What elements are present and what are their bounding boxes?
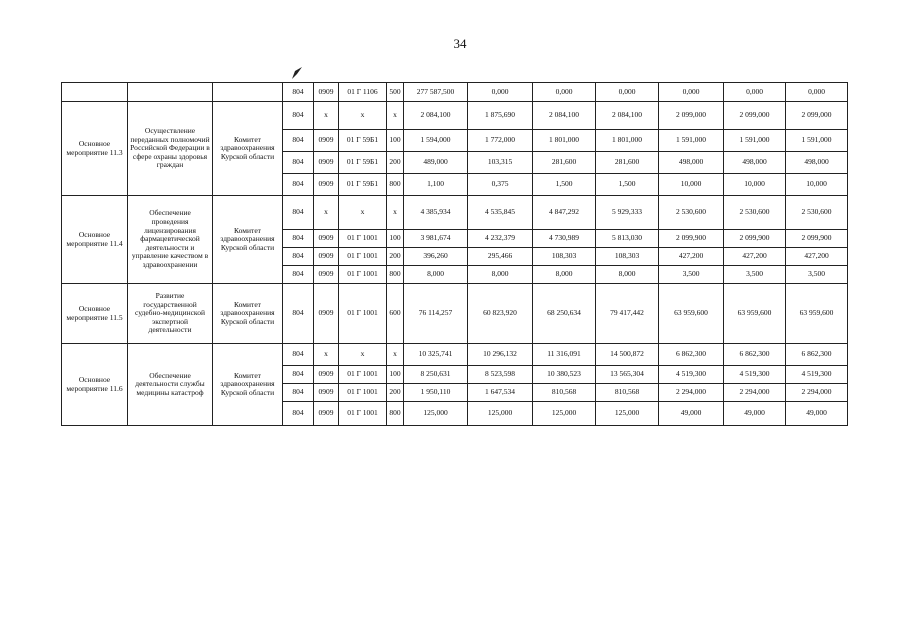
value-2019-cell: 1 591,000: [724, 130, 786, 152]
target-article-cell: 01 Г 1001: [339, 402, 387, 426]
value-2015-cell: 8,000: [468, 266, 533, 284]
value-2020-cell: 0,000: [786, 83, 848, 102]
executor-cell: Комитет здравоохранения Курской области: [213, 102, 283, 196]
expense-type-cell: 800: [387, 174, 404, 196]
description-cell: Развитие государственной судебно-медицинской экспертной деятельности: [128, 284, 213, 344]
expense-type-cell: 100: [387, 366, 404, 384]
expense-type-cell: 100: [387, 230, 404, 248]
value-2020-cell: 4 519,300: [786, 366, 848, 384]
grbs-code-cell: 804: [283, 196, 314, 230]
value-2018-cell: 1 591,000: [659, 130, 724, 152]
expense-type-cell: 500: [387, 83, 404, 102]
value-2019-cell: 498,000: [724, 152, 786, 174]
value-2019-cell: 2 099,900: [724, 230, 786, 248]
value-2014-cell: 3 981,674: [404, 230, 468, 248]
table-row: [62, 102, 902, 130]
value-2019-cell: 2 294,000: [724, 384, 786, 402]
value-2014-cell: 2 084,100: [404, 102, 468, 130]
value-2018-cell: 6 862,300: [659, 344, 724, 366]
value-2019-cell: 10,000: [724, 174, 786, 196]
measure-cell: [62, 83, 128, 102]
value-2014-cell: 8,000: [404, 266, 468, 284]
value-2016-cell: 0,000: [533, 83, 596, 102]
grbs-code-cell: 804: [283, 102, 314, 130]
value-2016-cell: 68 250,634: [533, 284, 596, 344]
budget-table: [61, 82, 902, 426]
value-2020-cell: 2 530,600: [786, 196, 848, 230]
section-code-cell: 0909: [314, 266, 339, 284]
value-2020-cell: 63 959,600: [786, 284, 848, 344]
value-2017-cell: 281,600: [596, 152, 659, 174]
value-2020-cell: 498,000: [786, 152, 848, 174]
value-2016-cell: 108,303: [533, 248, 596, 266]
value-2017-cell: 1 801,000: [596, 130, 659, 152]
value-2019-cell: 3,500: [724, 266, 786, 284]
target-article-cell: 01 Г 1001: [339, 366, 387, 384]
target-article-cell: х: [339, 344, 387, 366]
section-code-cell: 0909: [314, 83, 339, 102]
value-2020-cell: 10,000: [786, 174, 848, 196]
target-article-cell: х: [339, 196, 387, 230]
measure-cell: Основное мероприятие 11.3: [62, 102, 128, 196]
value-2017-cell: 5 813,030: [596, 230, 659, 248]
pen-mark-icon: [291, 66, 303, 80]
value-2016-cell: 281,600: [533, 152, 596, 174]
value-2014-cell: 489,000: [404, 152, 468, 174]
grbs-code-cell: 804: [283, 284, 314, 344]
value-2014-cell: 76 114,257: [404, 284, 468, 344]
executor-cell: Комитет здравоохранения Курской области: [213, 196, 283, 284]
grbs-code-cell: 804: [283, 266, 314, 284]
section-code-cell: х: [314, 344, 339, 366]
value-2020-cell: 2 099,900: [786, 230, 848, 248]
section-code-cell: х: [314, 196, 339, 230]
value-2014-cell: 1 594,000: [404, 130, 468, 152]
value-2015-cell: 103,315: [468, 152, 533, 174]
value-2019-cell: 63 959,600: [724, 284, 786, 344]
value-2014-cell: 277 587,500: [404, 83, 468, 102]
value-2017-cell: 810,568: [596, 384, 659, 402]
section-code-cell: 0909: [314, 174, 339, 196]
value-2016-cell: 810,568: [533, 384, 596, 402]
table-row: [62, 196, 902, 230]
value-2020-cell: 6 862,300: [786, 344, 848, 366]
grbs-code-cell: 804: [283, 83, 314, 102]
expense-type-cell: х: [387, 344, 404, 366]
expense-type-cell: 200: [387, 152, 404, 174]
value-2016-cell: 125,000: [533, 402, 596, 426]
measure-cell: Основное мероприятие 11.6: [62, 344, 128, 426]
value-2018-cell: 0,000: [659, 83, 724, 102]
value-2015-cell: 0,375: [468, 174, 533, 196]
table-row: [62, 83, 902, 102]
value-2017-cell: 0,000: [596, 83, 659, 102]
section-code-cell: 0909: [314, 366, 339, 384]
value-2019-cell: 427,200: [724, 248, 786, 266]
value-2018-cell: 2 294,000: [659, 384, 724, 402]
expense-type-cell: х: [387, 102, 404, 130]
value-2019-cell: 49,000: [724, 402, 786, 426]
executor-cell: Комитет здравоохранения Курской области: [213, 344, 283, 426]
value-2014-cell: 396,260: [404, 248, 468, 266]
value-2018-cell: 49,000: [659, 402, 724, 426]
value-2015-cell: 125,000: [468, 402, 533, 426]
value-2019-cell: 0,000: [724, 83, 786, 102]
grbs-code-cell: 804: [283, 366, 314, 384]
expense-type-cell: 200: [387, 384, 404, 402]
target-article-cell: 01 Г 1001: [339, 384, 387, 402]
description-cell: Обеспечение проведения лицензирования фармацевтической деятельности и управление качеством в здравоохранении: [128, 196, 213, 284]
value-2019-cell: 4 519,300: [724, 366, 786, 384]
value-2020-cell: 3,500: [786, 266, 848, 284]
grbs-code-cell: 804: [283, 402, 314, 426]
section-code-cell: 0909: [314, 230, 339, 248]
value-2015-cell: 8 523,598: [468, 366, 533, 384]
value-2018-cell: 2 099,900: [659, 230, 724, 248]
budget-table-body: [62, 83, 902, 426]
value-2018-cell: 427,200: [659, 248, 724, 266]
target-article-cell: 01 Г 1001: [339, 230, 387, 248]
grbs-code-cell: 804: [283, 130, 314, 152]
page-number: 34: [453, 36, 467, 51]
value-2014-cell: 8 250,631: [404, 366, 468, 384]
value-2016-cell: 1 801,000: [533, 130, 596, 152]
table-row: [62, 284, 902, 344]
value-2016-cell: 8,000: [533, 266, 596, 284]
grbs-code-cell: 804: [283, 248, 314, 266]
expense-type-cell: 800: [387, 402, 404, 426]
expense-type-cell: х: [387, 196, 404, 230]
value-2015-cell: 1 875,690: [468, 102, 533, 130]
measure-cell: Основное мероприятие 11.5: [62, 284, 128, 344]
value-2015-cell: 4 535,845: [468, 196, 533, 230]
value-2017-cell: 2 084,100: [596, 102, 659, 130]
section-code-cell: 0909: [314, 384, 339, 402]
value-2017-cell: 108,303: [596, 248, 659, 266]
value-2015-cell: 60 823,920: [468, 284, 533, 344]
table-row: [62, 344, 902, 366]
grbs-code-cell: 804: [283, 384, 314, 402]
value-2014-cell: 4 385,934: [404, 196, 468, 230]
value-2018-cell: 63 959,600: [659, 284, 724, 344]
value-2019-cell: 6 862,300: [724, 344, 786, 366]
value-2018-cell: 2 099,000: [659, 102, 724, 130]
value-2015-cell: 1 647,534: [468, 384, 533, 402]
value-2016-cell: 4 730,989: [533, 230, 596, 248]
value-2016-cell: 1,500: [533, 174, 596, 196]
target-article-cell: 01 Г 59Б1: [339, 174, 387, 196]
target-article-cell: 01 Г 59Б1: [339, 152, 387, 174]
value-2019-cell: 2 530,600: [724, 196, 786, 230]
value-2017-cell: 79 417,442: [596, 284, 659, 344]
target-article-cell: 01 Г 59Б1: [339, 130, 387, 152]
target-article-cell: х: [339, 102, 387, 130]
value-2015-cell: 4 232,379: [468, 230, 533, 248]
section-code-cell: 0909: [314, 402, 339, 426]
value-2020-cell: 49,000: [786, 402, 848, 426]
expense-type-cell: 800: [387, 266, 404, 284]
value-2020-cell: 2 294,000: [786, 384, 848, 402]
value-2016-cell: 11 316,091: [533, 344, 596, 366]
grbs-code-cell: 804: [283, 152, 314, 174]
section-code-cell: 0909: [314, 130, 339, 152]
value-2014-cell: 125,000: [404, 402, 468, 426]
value-2017-cell: 125,000: [596, 402, 659, 426]
value-2018-cell: 10,000: [659, 174, 724, 196]
target-article-cell: 01 Г 1001: [339, 266, 387, 284]
expense-type-cell: 600: [387, 284, 404, 344]
value-2018-cell: 4 519,300: [659, 366, 724, 384]
section-code-cell: 0909: [314, 248, 339, 266]
executor-cell: [213, 83, 283, 102]
target-article-cell: 01 Г 1001: [339, 248, 387, 266]
value-2019-cell: 2 099,000: [724, 102, 786, 130]
value-2016-cell: 2 084,100: [533, 102, 596, 130]
grbs-code-cell: 804: [283, 344, 314, 366]
expense-type-cell: 200: [387, 248, 404, 266]
expense-type-cell: 100: [387, 130, 404, 152]
value-2017-cell: 1,500: [596, 174, 659, 196]
value-2017-cell: 13 565,304: [596, 366, 659, 384]
value-2014-cell: 1,100: [404, 174, 468, 196]
description-cell: Осуществление переданных полномочий Российской Федерации в сфере охраны здоровья граждан: [128, 102, 213, 196]
value-2020-cell: 2 099,000: [786, 102, 848, 130]
description-cell: Обеспечение деятельности службы медицины катастроф: [128, 344, 213, 426]
grbs-code-cell: 804: [283, 230, 314, 248]
target-article-cell: 01 Г 1001: [339, 284, 387, 344]
value-2018-cell: 498,000: [659, 152, 724, 174]
value-2015-cell: 295,466: [468, 248, 533, 266]
value-2016-cell: 10 380,523: [533, 366, 596, 384]
value-2017-cell: 5 929,333: [596, 196, 659, 230]
value-2020-cell: 1 591,000: [786, 130, 848, 152]
target-article-cell: 01 Г 1106: [339, 83, 387, 102]
section-code-cell: 0909: [314, 152, 339, 174]
value-2020-cell: 427,200: [786, 248, 848, 266]
value-2015-cell: 0,000: [468, 83, 533, 102]
value-2016-cell: 4 847,292: [533, 196, 596, 230]
executor-cell: Комитет здравоохранения Курской области: [213, 284, 283, 344]
measure-cell: Основное мероприятие 11.4: [62, 196, 128, 284]
value-2018-cell: 3,500: [659, 266, 724, 284]
value-2015-cell: 10 296,132: [468, 344, 533, 366]
value-2015-cell: 1 772,000: [468, 130, 533, 152]
value-2017-cell: 14 500,872: [596, 344, 659, 366]
value-2017-cell: 8,000: [596, 266, 659, 284]
value-2014-cell: 1 950,110: [404, 384, 468, 402]
value-2014-cell: 10 325,741: [404, 344, 468, 366]
grbs-code-cell: 804: [283, 174, 314, 196]
value-2018-cell: 2 530,600: [659, 196, 724, 230]
section-code-cell: 0909: [314, 284, 339, 344]
description-cell: [128, 83, 213, 102]
section-code-cell: х: [314, 102, 339, 130]
